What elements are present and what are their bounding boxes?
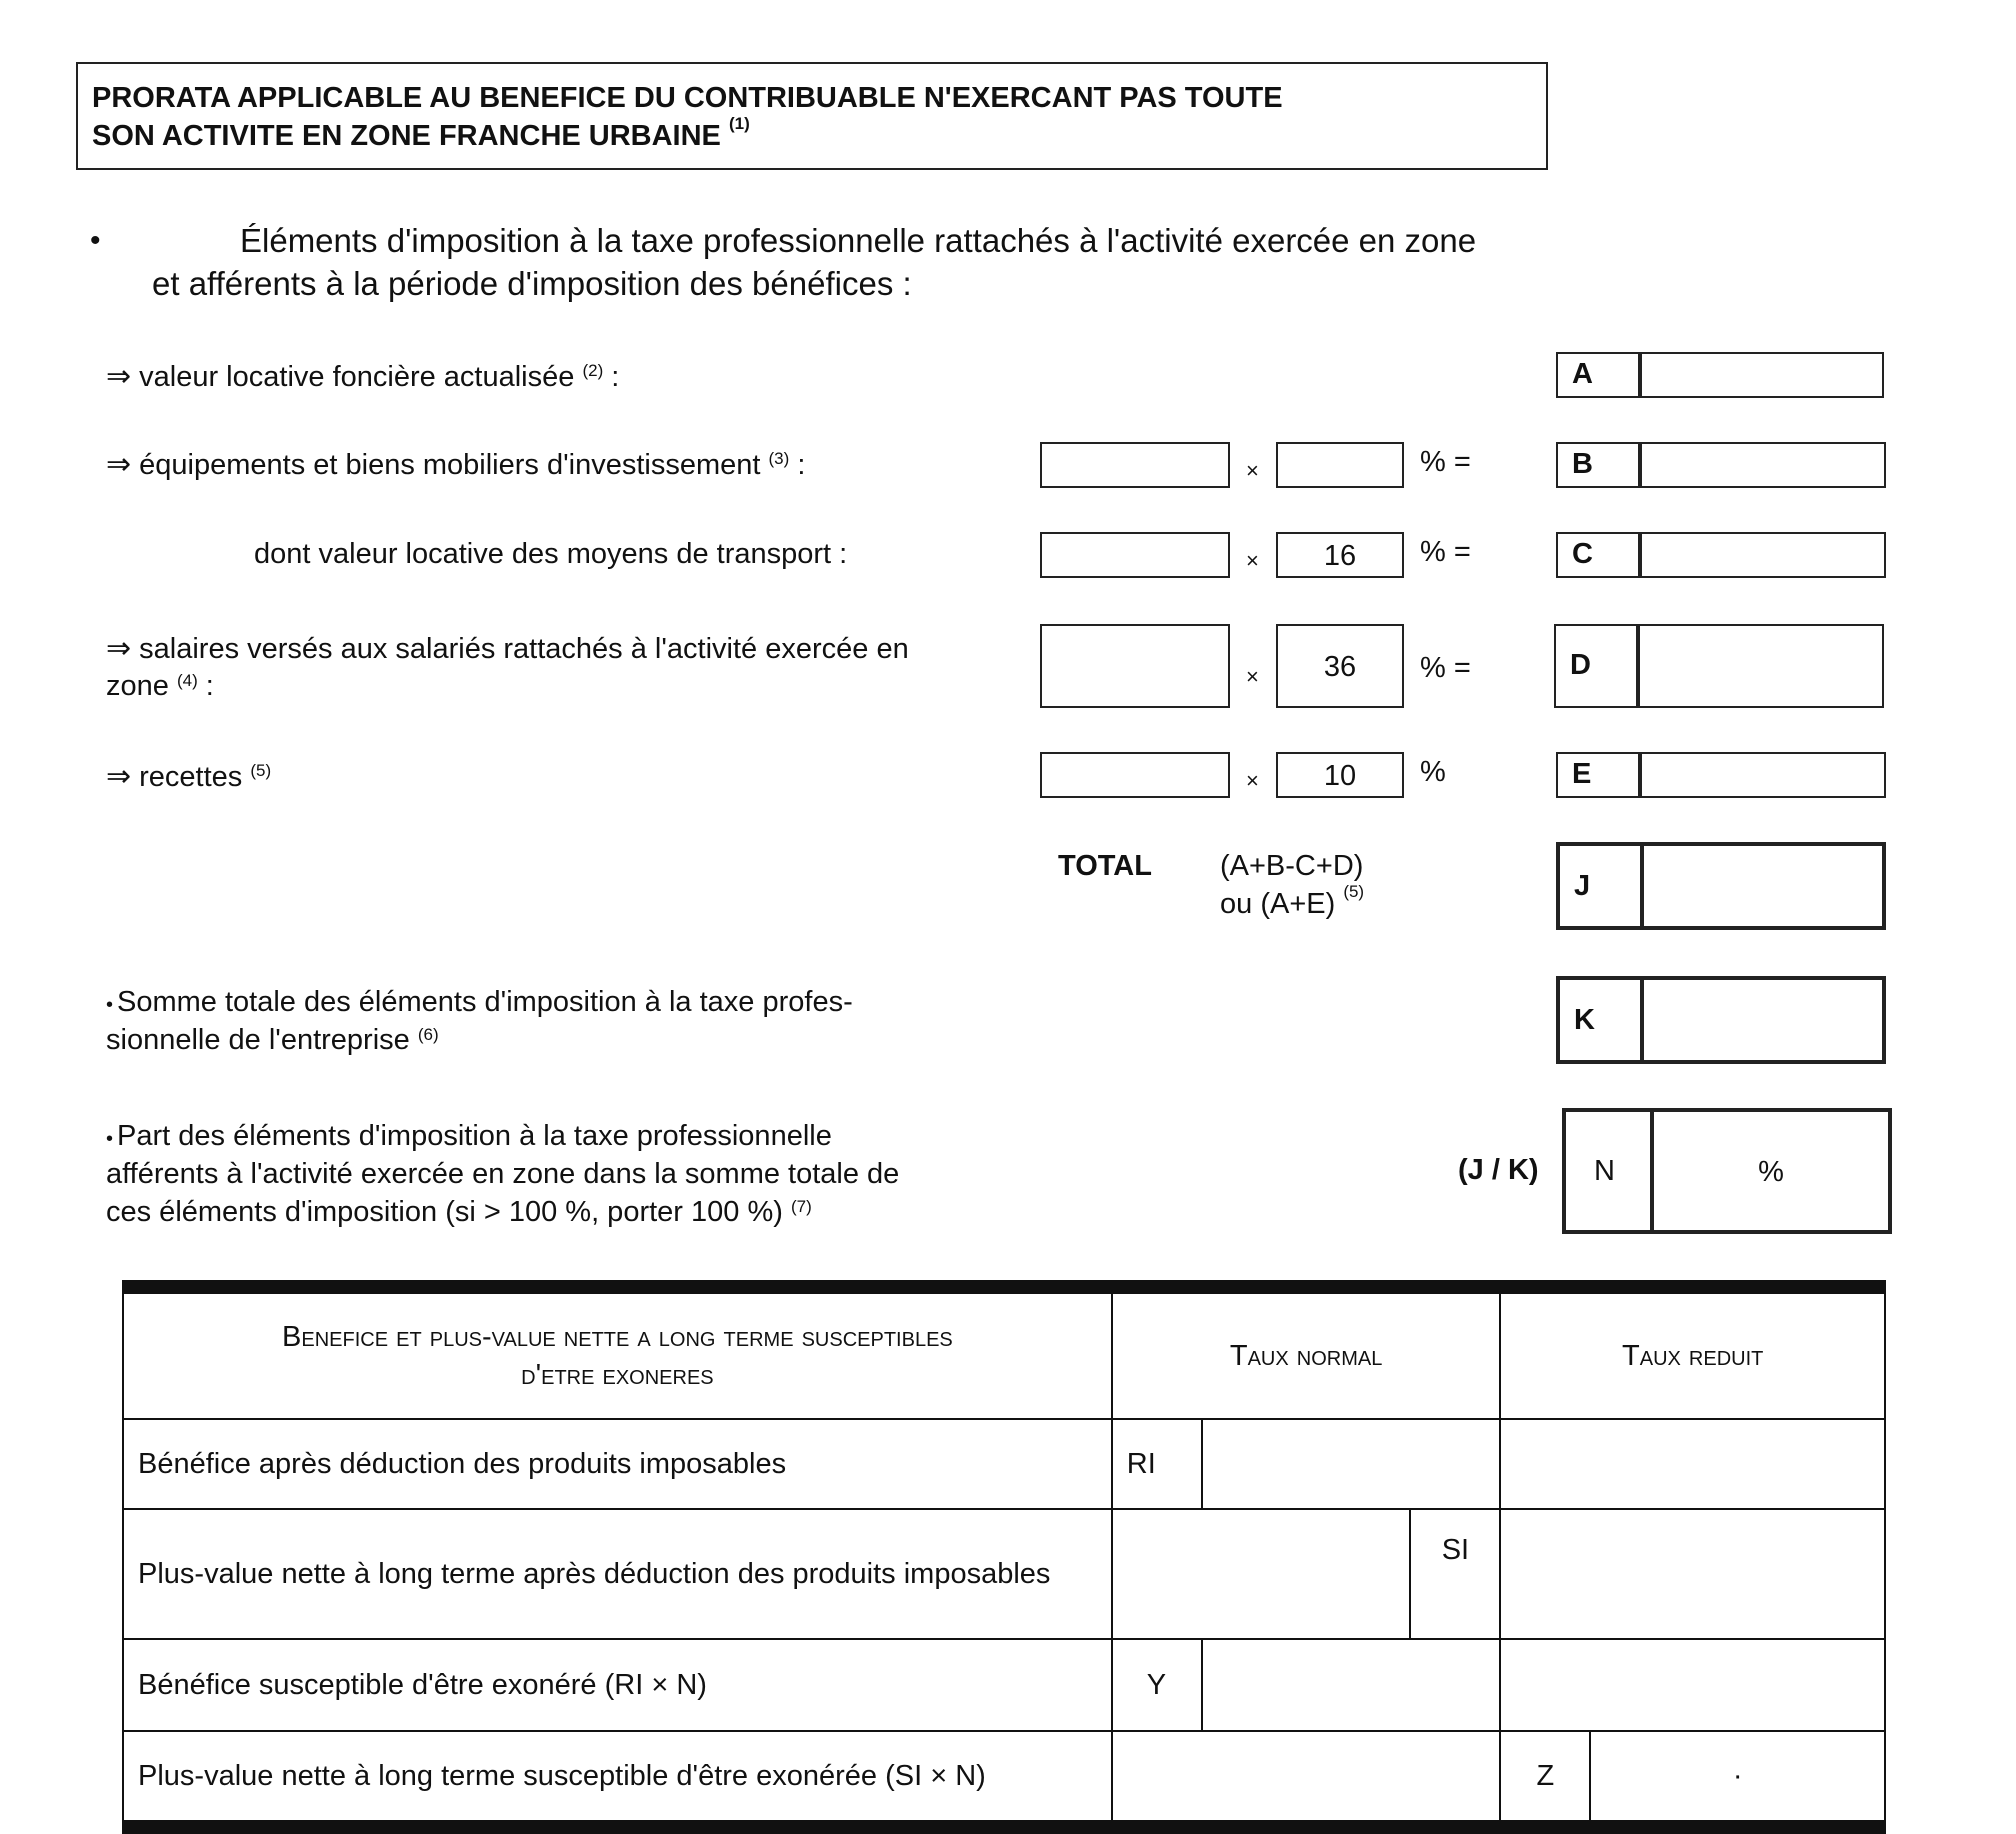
row-valeur-label: ⇒ valeur locative foncière actualisée $^{(2)}$ : [106, 360, 620, 393]
row1-label: Bénéfice après déduction des produits imposables [123, 1419, 1112, 1509]
transport-rate-input[interactable]: 16 [1276, 532, 1404, 578]
part-label-line3: ces éléments d'imposition (si > 100 %, porter 100 %) $^{(7)}$ [106, 1196, 812, 1228]
row3-normal-input[interactable] [1202, 1639, 1501, 1731]
somme-label-line2: sionnelle de l'entreprise $^{(6)}$ [106, 1024, 439, 1056]
field-N-letter: N [1566, 1112, 1654, 1230]
recettes-percent: % [1420, 756, 1446, 788]
field-J-letter: J [1560, 846, 1644, 926]
row3-label: Bénéfice susceptible d'être exonéré (RI × N) [123, 1639, 1112, 1731]
footnote-ref-4: (4) [176, 671, 198, 690]
row-salaires-label-line2: zone $^{(4)}$ : [106, 670, 214, 702]
field-C-letter: C [1558, 534, 1642, 576]
row4-label: Plus-value nette à long terme susceptible d'être exonérée (SI × N) [123, 1731, 1112, 1827]
table-row [123, 1419, 1885, 1509]
recettes-rate-input[interactable]: 10 [1276, 752, 1404, 798]
field-J[interactable] [1556, 842, 1886, 930]
field-N-unit: % [1758, 1156, 1784, 1188]
field-A[interactable] [1556, 352, 1884, 398]
total-label: TOTAL [1058, 850, 1152, 882]
row-recettes-label: ⇒ recettes $^{(5)}$ [106, 760, 272, 793]
field-K-letter: K [1560, 980, 1644, 1060]
part-formula: (J / K) [1458, 1154, 1539, 1186]
multiply-icon: × [1246, 458, 1259, 483]
multiply-icon: × [1246, 664, 1259, 689]
row-equip-label: ⇒ équipements et biens mobiliers d'investissement $^{(3)}$ : [106, 448, 806, 481]
footnote-ref-5: (5) [250, 761, 272, 780]
footnote-ref-1: (1) [728, 114, 750, 133]
field-B-letter: B [1558, 444, 1642, 486]
arrow-icon: ⇒ [106, 760, 132, 793]
row1-code: RI [1112, 1419, 1202, 1509]
header-box [76, 62, 1548, 170]
col-taux-reduit: Taux reduit [1500, 1287, 1885, 1419]
row1-normal-input[interactable] [1202, 1419, 1501, 1509]
part-label-line1: • Part des éléments d'imposition à la taxe professionnelle [106, 1120, 832, 1152]
table-row [123, 1731, 1885, 1827]
row1-reduit-cell [1500, 1419, 1885, 1509]
field-N[interactable] [1562, 1108, 1892, 1234]
intro-line2: et afférents à la période d'imposition des bénéfices : [152, 265, 912, 302]
multiply-icon: × [1246, 768, 1259, 793]
footnote-ref-6: (6) [417, 1025, 439, 1044]
transport-amount-input[interactable] [1040, 532, 1230, 578]
salaires-rate-input[interactable]: 36 [1276, 624, 1404, 708]
somme-label-line1: • Somme totale des éléments d'imposition à la taxe profes- [106, 986, 853, 1018]
total-formula-line1: (A+B-C+D) [1220, 850, 1364, 882]
salaires-amount-input[interactable] [1040, 624, 1230, 708]
salaires-percent-equals: % = [1420, 652, 1471, 684]
footnote-ref-2: (2) [582, 361, 604, 380]
table-header-row [123, 1287, 1885, 1419]
field-E[interactable] [1556, 752, 1886, 798]
table-header-label: Benefice et plus-value nette a long terme susceptibles d'etre exoneres [123, 1287, 1112, 1419]
field-C[interactable] [1556, 532, 1886, 578]
footnote-ref-3: (3) [768, 449, 790, 468]
field-D-letter: D [1556, 626, 1640, 706]
arrow-icon: ⇒ [106, 360, 132, 393]
row4-reduit-input[interactable]: · [1732, 1759, 1743, 1792]
col-taux-normal: Taux normal [1112, 1287, 1501, 1419]
row-transport-label: dont valeur locative des moyens de transport : [254, 538, 848, 570]
field-A-letter: A [1558, 354, 1642, 396]
field-E-letter: E [1558, 754, 1642, 796]
footnote-ref-5b: (5) [1343, 882, 1365, 901]
row2-label: Plus-value nette à long terme après déduction des produits imposables [123, 1509, 1112, 1639]
part-label-line2: afférents à l'activité exercée en zone dans la somme totale de [106, 1158, 900, 1190]
recettes-amount-input[interactable] [1040, 752, 1230, 798]
header-title-line2: SON ACTIVITE EN ZONE FRANCHE URBAINE [92, 120, 721, 152]
row3-code: Y [1112, 1639, 1202, 1731]
row4-reduit-cell [1500, 1731, 1885, 1827]
row2-normal-cell [1112, 1509, 1411, 1639]
equip-percent-equals: % = [1420, 446, 1471, 478]
equip-rate-input[interactable] [1276, 442, 1404, 488]
footnote-ref-7: (7) [790, 1197, 812, 1216]
intro-line1: Éléments d'imposition à la taxe professionnelle rattachés à l'activité exercée en zone [240, 222, 1477, 259]
intro-bullet: • [90, 224, 101, 257]
row-salaires-label: ⇒ salaires versés aux salariés rattachés à l'activité exercée en [106, 632, 909, 665]
total-formula-line2: ou (A+E) $^{(5)}$ [1220, 882, 1365, 920]
table-row [123, 1509, 1885, 1639]
multiply-icon: × [1246, 548, 1259, 573]
table-row [123, 1639, 1885, 1731]
transport-percent-equals: % = [1420, 536, 1471, 568]
row2-code: SI [1410, 1509, 1500, 1639]
row3-reduit-cell [1500, 1639, 1885, 1731]
arrow-icon: ⇒ [106, 448, 132, 481]
row2-reduit-input[interactable] [1500, 1509, 1885, 1639]
header-title-line1: PRORATA APPLICABLE AU BENEFICE DU CONTRIBUABLE N'EXERCANT PAS TOUTE [92, 82, 1283, 114]
field-D[interactable] [1554, 624, 1884, 708]
arrow-icon: ⇒ [106, 632, 132, 665]
row4-normal-cell [1112, 1731, 1501, 1827]
field-B[interactable] [1556, 442, 1886, 488]
benefice-table [122, 1280, 1886, 1834]
equip-amount-input[interactable] [1040, 442, 1230, 488]
field-K[interactable] [1556, 976, 1886, 1064]
row4-code: Z [1501, 1732, 1591, 1820]
